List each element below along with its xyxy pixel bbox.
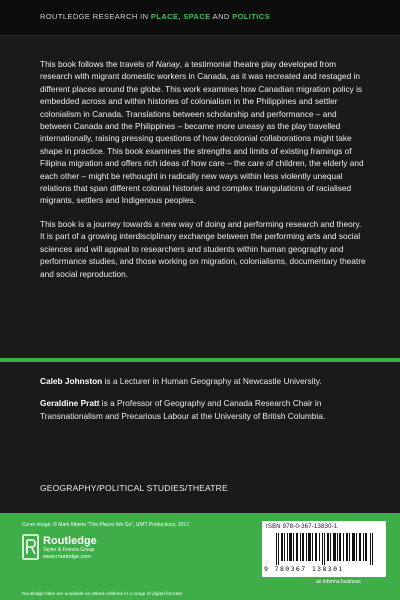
barcode-panel bbox=[262, 521, 386, 577]
author-bio-text-2: is a Professor of Geography and Canada Research Chair in Transnationalism and Precarious Labour at the University of British Columbia. bbox=[40, 398, 326, 421]
description-paragraph-1 bbox=[40, 58, 366, 207]
series-politics: POLITICS bbox=[232, 12, 270, 21]
cover-credit: Cover image: © Mark Alberto "The Places We Go", UNIT Productions, 2017. bbox=[22, 522, 191, 528]
series-space: SPACE bbox=[183, 12, 211, 21]
author-bio-1 bbox=[40, 375, 366, 387]
publisher-group: Taylor & Francis Group bbox=[43, 547, 95, 553]
informa-tagline: an informa business bbox=[316, 579, 361, 585]
author-name-1: Caleb Johnston bbox=[40, 376, 103, 386]
ebook-notice: Routledge titles are available as eBook editions in a range of digital formats bbox=[22, 592, 182, 597]
author-bio-2 bbox=[40, 397, 366, 422]
publisher-name: Routledge bbox=[43, 535, 97, 547]
author-bio-text-1: is a Lecturer in Human Geography at Newcastle University. bbox=[102, 376, 322, 386]
barcode-number: 9 780367 138301 bbox=[264, 565, 344, 573]
book-description bbox=[40, 58, 366, 291]
description-paragraph-2: This book is a journey towards a new way of doing and performing research and theory. It is part of a growing interdisciplinary exchange between the performing arts and social sciences and will appeal to researchers and students within human geography and performance studies, and those working on migration, colonialisms, documentary theatre and social reproduction. bbox=[40, 218, 366, 279]
series-prefix: ROUTLEDGE RESEARCH IN bbox=[40, 12, 151, 21]
routledge-logo bbox=[22, 534, 112, 564]
p1-after: , a testimonial theatre play developed from research with migrant domestic workers in Canada, as it was recreated and restaged in different places around the globe. This work examines how Canadian migration policy is embedded across and within histories of colonialism in the Philippines and settler colonialism in Canada. Translations between scholarship and performance – and between Canada and the Philippines – became more uneasy as the play travelled internationally, raising pressing questions of how decolonial collaborations might take shape in practice. This book examines the strengths and limits of existing framings of Filipina migration and offers rich ideas of how care – the care of children, the elderly and each other – might be rethought in radically new ways within less violently unequal relations that span different colonial histories and complex triangulations of racialised migrants, settlers and Indigenous peoples. bbox=[40, 59, 364, 206]
subject-category: GEOGRAPHY/POLITICAL STUDIES/THEATRE bbox=[40, 483, 228, 493]
isbn: ISBN 978-0-367-13830-1 bbox=[266, 524, 338, 530]
green-divider-top bbox=[0, 358, 400, 362]
author-bios bbox=[40, 375, 366, 432]
series-comma: , bbox=[178, 12, 184, 21]
routledge-logo-icon bbox=[22, 534, 39, 560]
series-title bbox=[40, 12, 270, 21]
series-and: AND bbox=[210, 12, 233, 21]
series-place: PLACE bbox=[150, 12, 179, 21]
p1-before: This book follows the travels of bbox=[40, 59, 156, 69]
series-header bbox=[0, 0, 400, 36]
play-title: Nanay bbox=[155, 59, 180, 69]
publisher-website[interactable]: www.routledge.com bbox=[43, 554, 91, 560]
barcode-icon bbox=[276, 533, 376, 565]
author-name-2: Geraldine Pratt bbox=[40, 398, 100, 409]
